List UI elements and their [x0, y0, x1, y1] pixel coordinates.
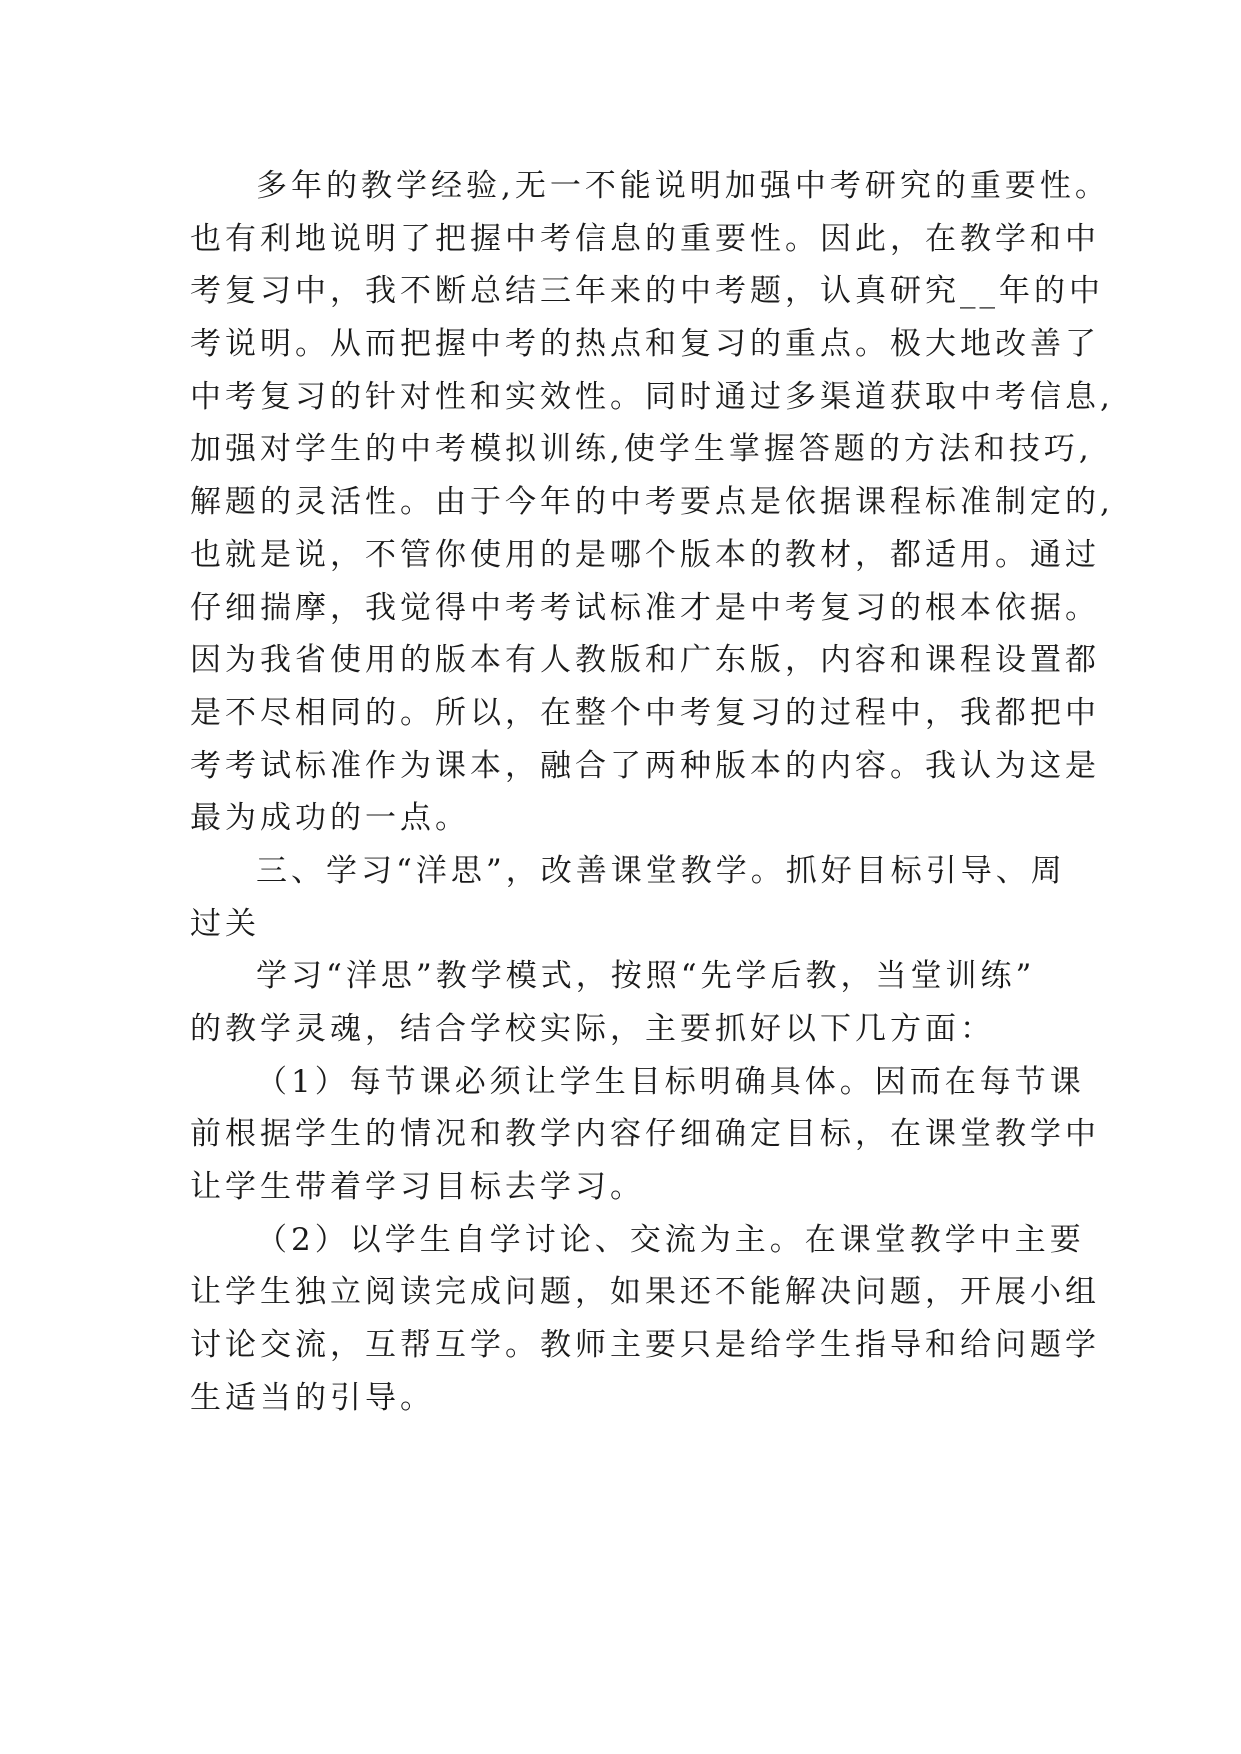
text-line: 是不尽相同的。所以，在整个中考复习的过程中，我都把中: [190, 694, 1100, 731]
text-line: 考说明。从而把握中考的热点和复习的重点。极大地改善了: [190, 326, 1100, 363]
text-line: 仔细揣摩，我觉得中考考试标准才是中考复习的根本依据。: [190, 589, 1100, 626]
text-line: 也就是说，不管你使用的是哪个版本的教材，都适用。通过: [190, 536, 1100, 573]
section-heading-continuation: 过关: [190, 905, 260, 942]
text-line: 最为成功的一点。: [190, 800, 470, 837]
body-text: [190, 160, 1114, 1425]
text-line: 中考复习的针对性和实效性。同时通过多渠道获取中考信息,: [190, 378, 1114, 415]
text-line: 学习“洋思”教学模式，按照“先学后教，当堂训练”: [256, 958, 1036, 995]
list-item-1: （1）每节课必须让学生目标明确具体。因而在每节课: [256, 1063, 1085, 1100]
text-line: 让学生带着学习目标去学习。: [190, 1169, 645, 1206]
text-line: 考考试标准作为课本，融合了两种版本的内容。我认为这是: [190, 747, 1100, 784]
text-line: 生适当的引导。: [190, 1379, 435, 1416]
list-item-2: （2）以学生自学讨论、交流为主。在课堂教学中主要: [256, 1221, 1085, 1258]
text-line: 讨论交流，互帮互学。教师主要只是给学生指导和给问题学: [190, 1327, 1100, 1364]
text-line: 解题的灵活性。由于今年的中考要点是依据课程标准制定的,: [190, 484, 1114, 521]
text-line: 多年的教学经验,无一不能说明加强中考研究的重要性。: [256, 168, 1110, 204]
text-line: 让学生独立阅读完成问题，如果还不能解决问题，开展小组: [190, 1274, 1100, 1311]
text-line: 因为我省使用的版本有人教版和广东版，内容和课程设置都: [190, 642, 1100, 679]
text-line: 前根据学生的情况和教学内容仔细确定目标，在课堂教学中: [190, 1116, 1100, 1153]
text-line: 的教学灵魂，结合学校实际，主要抓好以下几方面：: [190, 1011, 995, 1047]
section-heading: 三、学习“洋思”，改善课堂教学。抓好目标引导、周: [256, 852, 1066, 889]
text-line: 加强对学生的中考模拟训练,使学生掌握答题的方法和技巧,: [190, 431, 1093, 468]
text-line: 考复习中，我不断总结三年来的中考题，认真研究__年的中: [190, 273, 1104, 310]
text-line: 也有利地说明了把握中考信息的重要性。因此，在教学和中: [190, 220, 1100, 257]
